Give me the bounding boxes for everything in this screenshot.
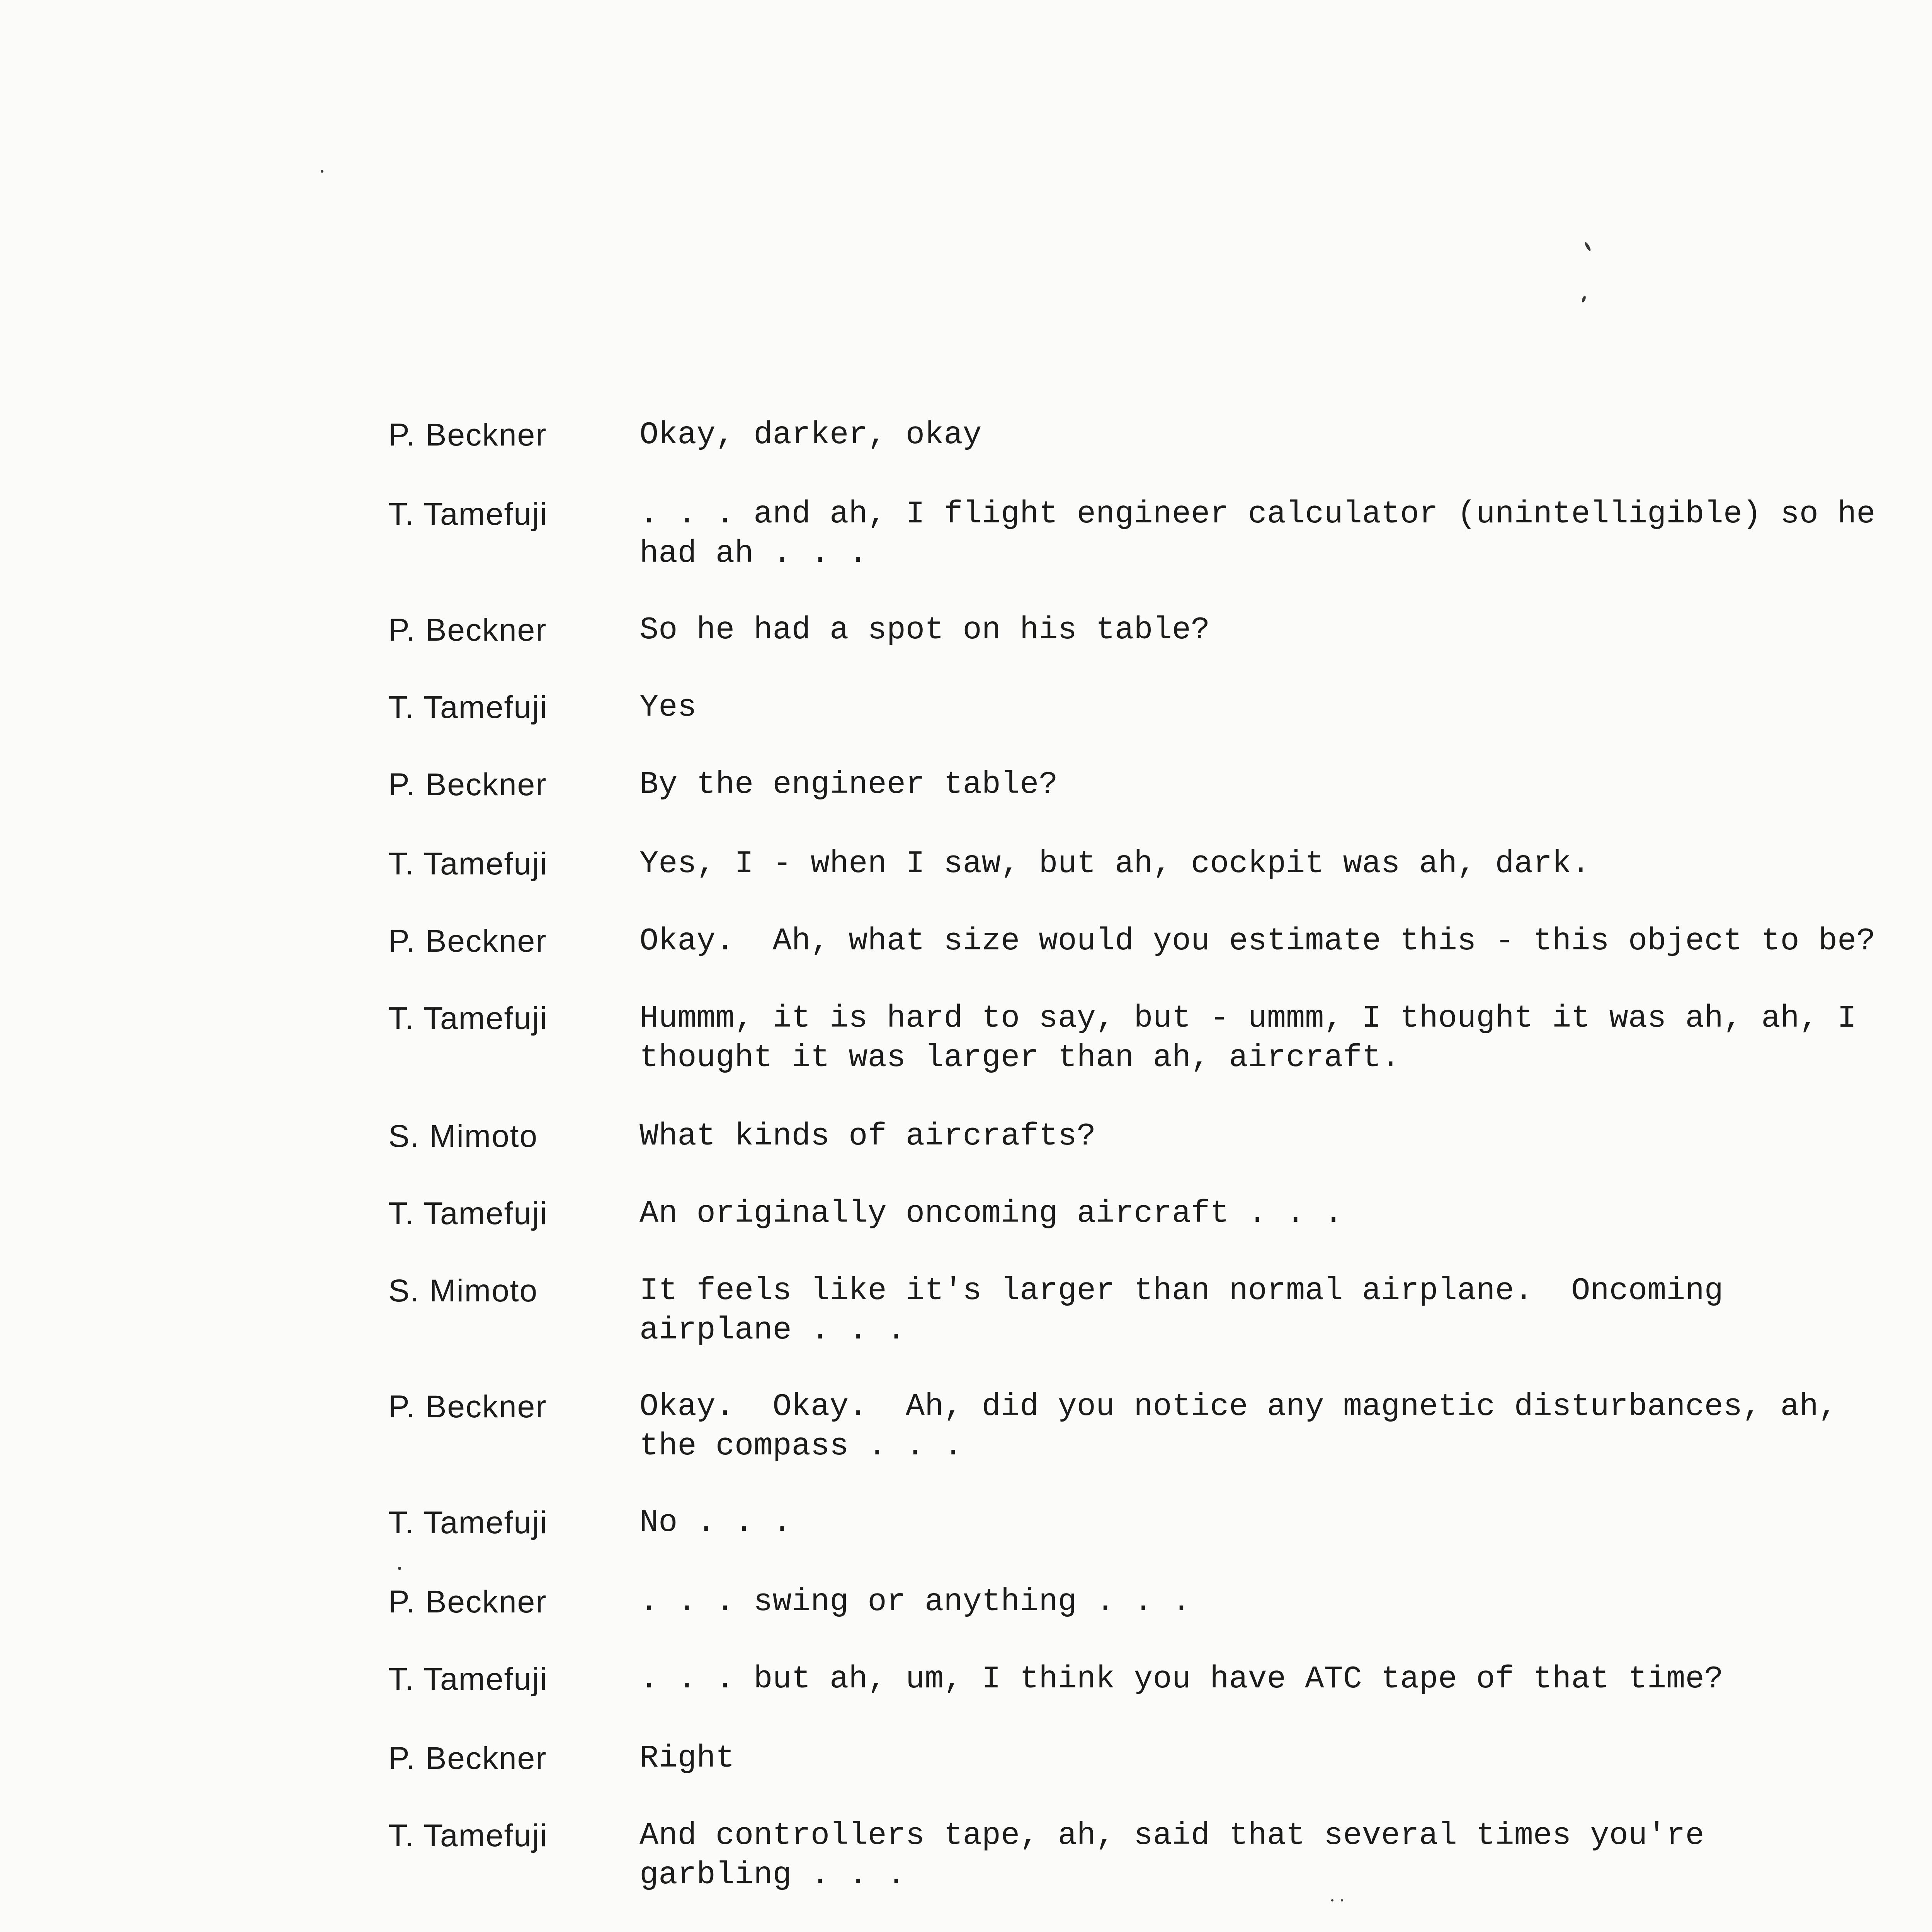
speaker-name: T. Tamefuji	[388, 846, 548, 881]
speech-text: An originally oncoming aircraft . . .	[639, 1196, 1343, 1231]
speech-text: Okay, darker, okay	[639, 417, 982, 453]
speaker-name: S. Mimoto	[388, 1119, 538, 1154]
speech-text: Hummm, it is hard to say, but - ummm, I thought it was ah, ah, I thought it was larger than ah, aircraft.	[639, 1000, 1857, 1076]
speech-text: What kinds of aircrafts?	[639, 1118, 1096, 1154]
speaker-name: T. Tamefuji	[388, 1196, 548, 1231]
speaker-name: P. Beckner	[388, 767, 547, 802]
speech-text: Okay. Ah, what size would you estimate this - this object to be?	[639, 923, 1876, 959]
speech-text: . . . but ah, um, I think you have ATC tape of that time?	[639, 1661, 1723, 1697]
speech-text: No . . .	[639, 1505, 792, 1541]
speaker-name: P. Beckner	[388, 1584, 547, 1619]
speaker-name: T. Tamefuji	[388, 497, 548, 532]
speech-text: Yes, I - when I saw, but ah, cockpit was ah, dark.	[639, 846, 1590, 882]
speech-text: By the engineer table?	[639, 767, 1058, 803]
speech-text: Okay. Okay. Ah, did you notice any magnetic disturbances, ah, the compass . . .	[639, 1389, 1838, 1464]
speech-text: Yes	[639, 689, 697, 725]
scan-mark	[398, 1567, 401, 1570]
speaker-name: S. Mimoto	[388, 1273, 538, 1308]
speech-text: Right	[639, 1740, 735, 1776]
scan-mark	[1341, 1899, 1343, 1901]
scan-mark	[321, 170, 323, 173]
speaker-name: P. Beckner	[388, 923, 547, 959]
scan-mark	[1331, 1899, 1333, 1901]
speaker-name: P. Beckner	[388, 1741, 547, 1776]
speech-text: So he had a spot on his table?	[639, 612, 1210, 648]
speaker-name: T. Tamefuji	[388, 1505, 548, 1540]
speech-text: It feels like it's larger than normal airplane. Oncoming airplane . . .	[639, 1273, 1723, 1348]
speech-text: . . . and ah, I flight engineer calculator (unintelligible) so he had ah . . .	[639, 496, 1876, 571]
speaker-name: T. Tamefuji	[388, 1662, 548, 1697]
speaker-name: P. Beckner	[388, 417, 547, 452]
speaker-name: T. Tamefuji	[388, 1818, 548, 1853]
speaker-name: P. Beckner	[388, 612, 547, 648]
speaker-name: T. Tamefuji	[388, 690, 548, 725]
speech-text: And controllers tape, ah, said that several times you're garbling . . .	[639, 1818, 1704, 1893]
speaker-name: P. Beckner	[388, 1389, 547, 1424]
speech-text: . . . swing or anything . . .	[639, 1584, 1191, 1620]
speaker-name: T. Tamefuji	[388, 1001, 548, 1036]
